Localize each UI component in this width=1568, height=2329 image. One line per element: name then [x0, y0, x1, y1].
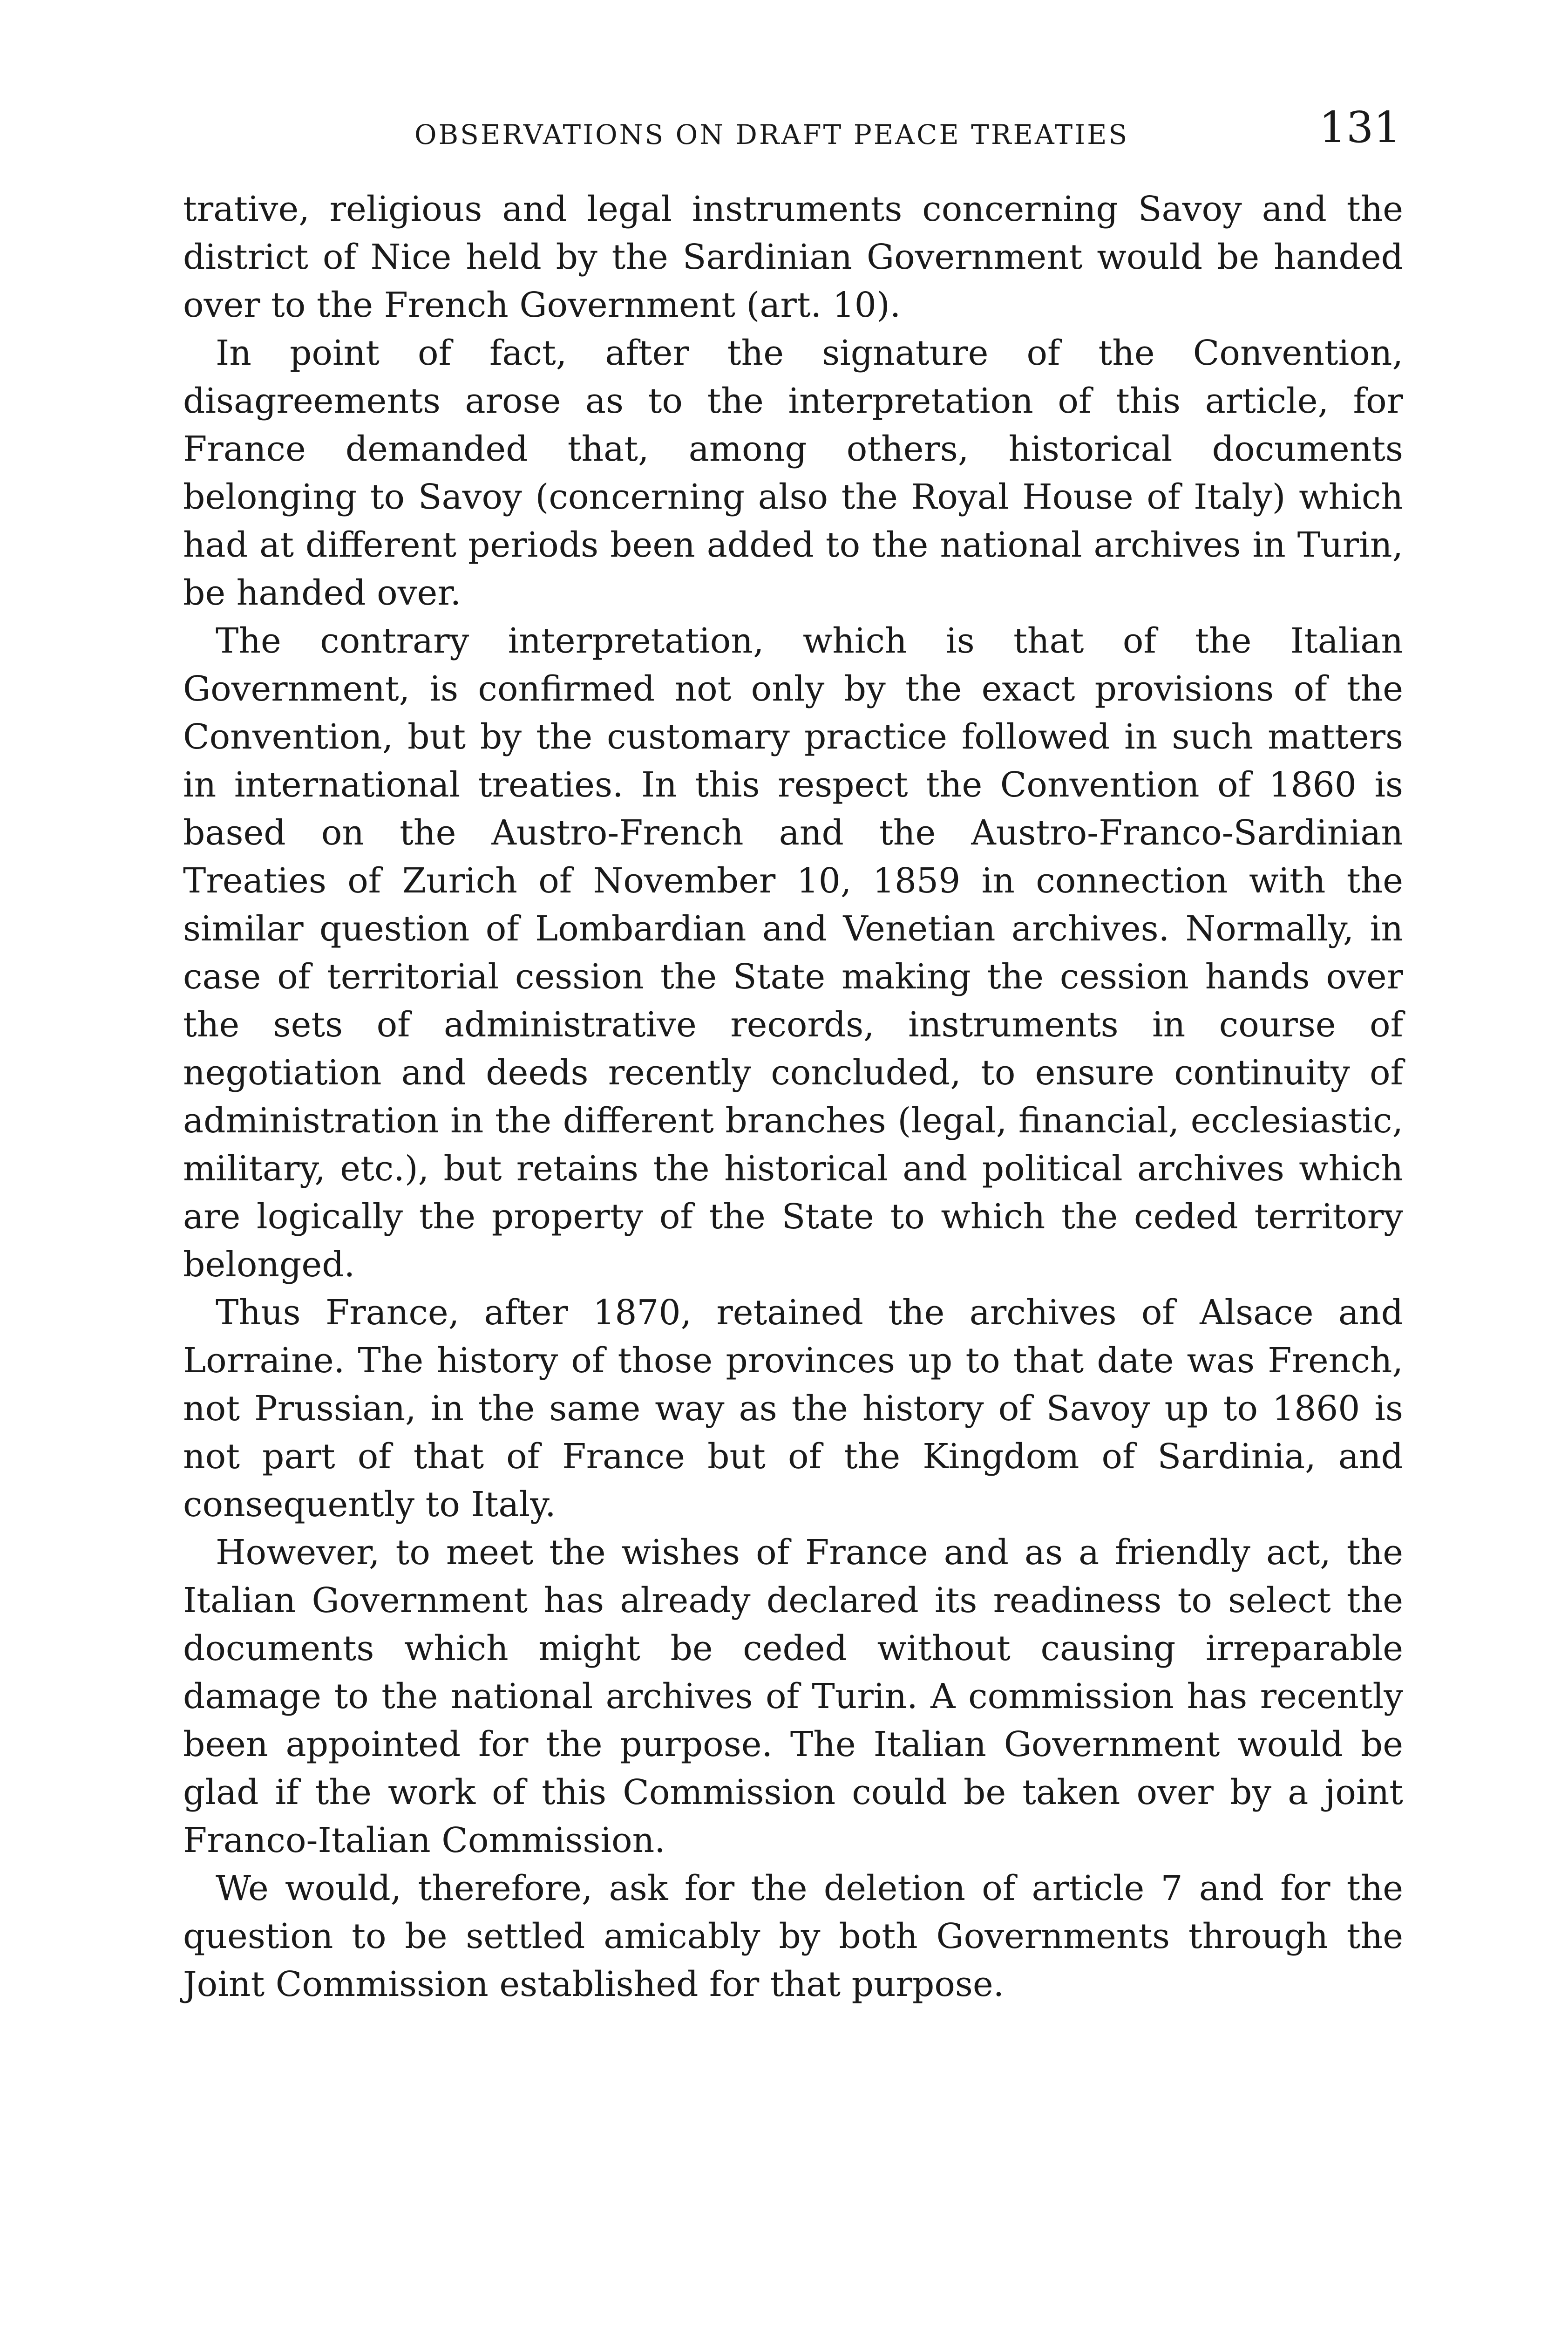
paragraph: We would, therefore, ask for the deletion of article 7 and for the question to be settled amicably by both Governments through the Joint Commission established for that purpose. — [183, 1868, 1403, 2004]
page-header — [183, 102, 1403, 158]
paragraph-continued: trative, religious and legal instruments concerning Savoy and the district of Nice held by the Sardinian Government would be handed over to the French Government (art. 10). — [183, 189, 1403, 325]
body-text — [183, 185, 1403, 2009]
running-head: OBSERVATIONS ON DRAFT PEACE TREATIES — [414, 119, 1129, 150]
page-number: 131 — [1319, 102, 1401, 152]
paragraph: However, to meet the wishes of France and as a friendly act, the Italian Government has already declared its readiness to select the documents which might be ceded without causing irreparable damage to the national archives of Turin. A commission has recently been appointed for the purpose. The Italian Government would be glad if the work of this Commission could be taken over by a joint Franco-Italian Commission. — [183, 1532, 1403, 1860]
paragraph: Thus France, after 1870, retained the archives of Alsace and Lorraine. The history of those provinces up to that date was French, not Prussian, in the same way as the history of Savoy up to 1860 is not part of that of France but of the Kingdom of Sardinia, and consequently to Italy. — [183, 1293, 1403, 1525]
paragraph: In point of fact, after the signature of the Convention, disagreements arose as to the interpretation of this article, for France demanded that, among others, historical documents belonging to Savoy (concerning also the Royal House of Italy) which had at different periods been added to the national archives in Turin, be handed over. — [183, 333, 1403, 613]
paragraph: The contrary interpretation, which is that of the Italian Government, is confirmed not only by the exact provisions of the Convention, but by the customary practice followed in such matters in international treaties. In this respect the Convention of 1860 is based on the Austro-French and the Austro-Franco-Sardinian Treaties of Zurich of November 10, 1859 in connection with the similar question of Lombardian and Venetian archives. Normally, in case of territorial cession the State making the cession hands over the sets of administrative records, instruments in course of negotiation and deeds recently concluded, to ensure continuity of administration in the different branches (legal, financial, ecclesiastic, military, etc.), but retains the historical and political archives which are logically the property of the State to which the ceded territory belonged. — [183, 621, 1403, 1285]
